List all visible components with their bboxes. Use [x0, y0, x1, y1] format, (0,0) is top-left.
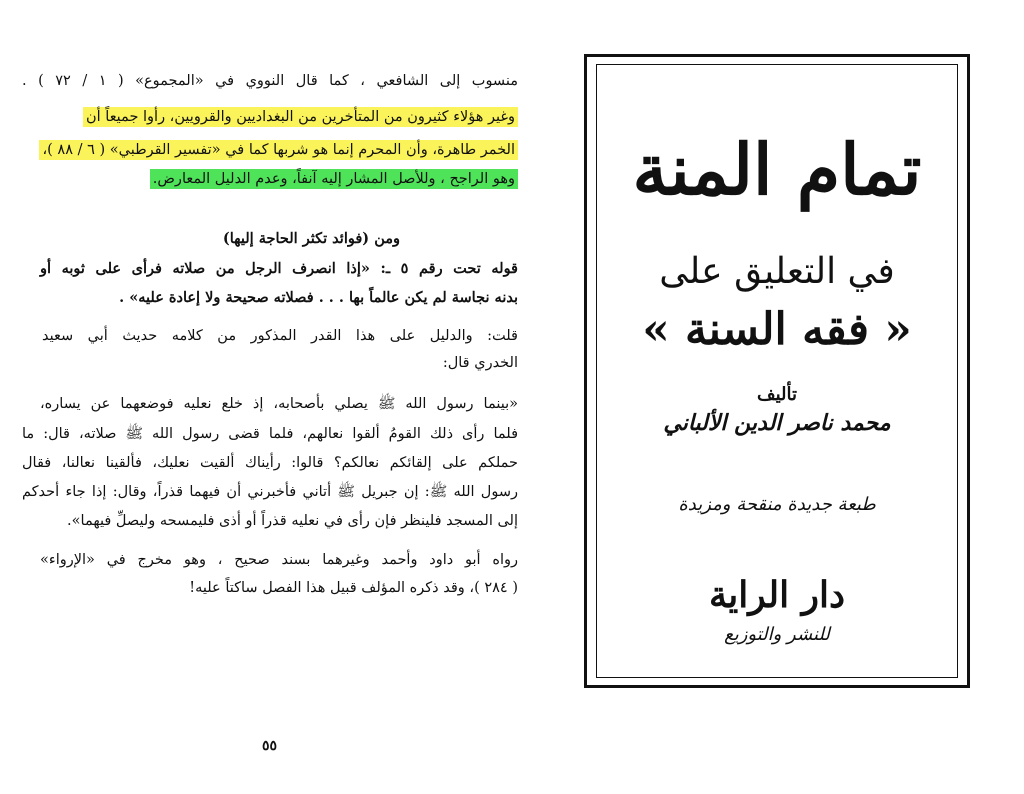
cover-author-label: تأليف — [756, 384, 798, 405]
cover-subtitle-line-2: « فقه السنة » — [642, 304, 912, 355]
cover-author: محمد ناصر الدين الألباني — [663, 410, 891, 436]
text-line-16: ( ٢٨٤ )، وقد ذكره المؤلف قبيل هذا الفصل ساكتاً عليه! — [189, 580, 518, 596]
text-line-8: قلت: والدليل على هذا القدر المذكور من كلامه حديث أبي سعيد — [42, 328, 518, 344]
cover-publisher-tagline: للنشر والتوزيع — [724, 624, 830, 645]
text-line-2-highlighted — [83, 106, 518, 128]
text-line-6: قوله تحت رقم ٥ ـ: «إذا انصرف الرجل من صلاته فرأى على ثوبه أو — [40, 260, 518, 277]
highlight-green: وهو الراجح ، وللأصل المشار إليه آنفاً، وعدم الدليل المعارض. — [150, 169, 518, 189]
cover-subtitle-line-1: في التعليق على — [659, 251, 895, 292]
highlight-yellow-2: الخمر طاهرة، وأن المحرم إنما هو شربها كما في «تفسير القرطبي» ( ٦ / ٨٨ )، — [39, 140, 518, 160]
text-line-1: منسوب إلى الشافعي ، كما قال النووي في «المجموع» ( ١ / ٧٢ ) . — [22, 73, 519, 89]
text-line-4-highlighted — [150, 168, 518, 190]
text-line-10: «بينما رسول الله ﷺ يصلي بأصحابه، إذ خلع نعليه فوضعهما عن يساره، — [40, 396, 518, 412]
text-line-3-highlighted — [39, 139, 518, 161]
cover-page — [540, 0, 1024, 794]
text-line-13: رسول الله ﷺ: إن جبريل ﷺ أتاني فأخبرني أن فيهما قذراً، وقال: إذا جاء أحدكم — [22, 484, 518, 500]
page-number: ٥٥ — [262, 738, 278, 754]
highlight-yellow-1: وغير هؤلاء كثيرون من المتأخرين من البغداديين والقرويين، رأوا جميعاً أن — [83, 107, 518, 127]
text-line-11: فلما رأى ذلك القومُ ألقوا نعالهم، فلما قضى رسول الله ﷺ صلاته، قال: ما — [22, 426, 518, 442]
text-line-14: إلى المسجد فلينظر فإن رأى في نعليه قذراً أو أذى فليمسحه وليصلِّ فيهما». — [67, 513, 518, 529]
cover-publisher: دار الراية — [708, 574, 846, 616]
text-line-12: حملكم على إلقائكم نعالكم؟ قالوا: رأيناك ألقيت نعليك، فألقينا نعالنا، فقال — [22, 455, 518, 471]
text-line-7: بدنه نجاسة لم يكن عالماً بها . . . فصلاته صحيحة ولا إعادة عليه» . — [119, 289, 518, 306]
section-heading: ومن (فوائد تكثر الحاجة إليها) — [222, 230, 400, 247]
cover-edition: طبعة جديدة منقحة ومزيدة — [678, 494, 876, 515]
text-line-15: رواه أبو داود وأحمد وغيرهما بسند صحيح ، وهو مخرج في «الإرواء» — [40, 552, 518, 568]
text-line-9: الخدري قال: — [442, 355, 518, 371]
cover-title: تمام المنة — [632, 128, 922, 211]
